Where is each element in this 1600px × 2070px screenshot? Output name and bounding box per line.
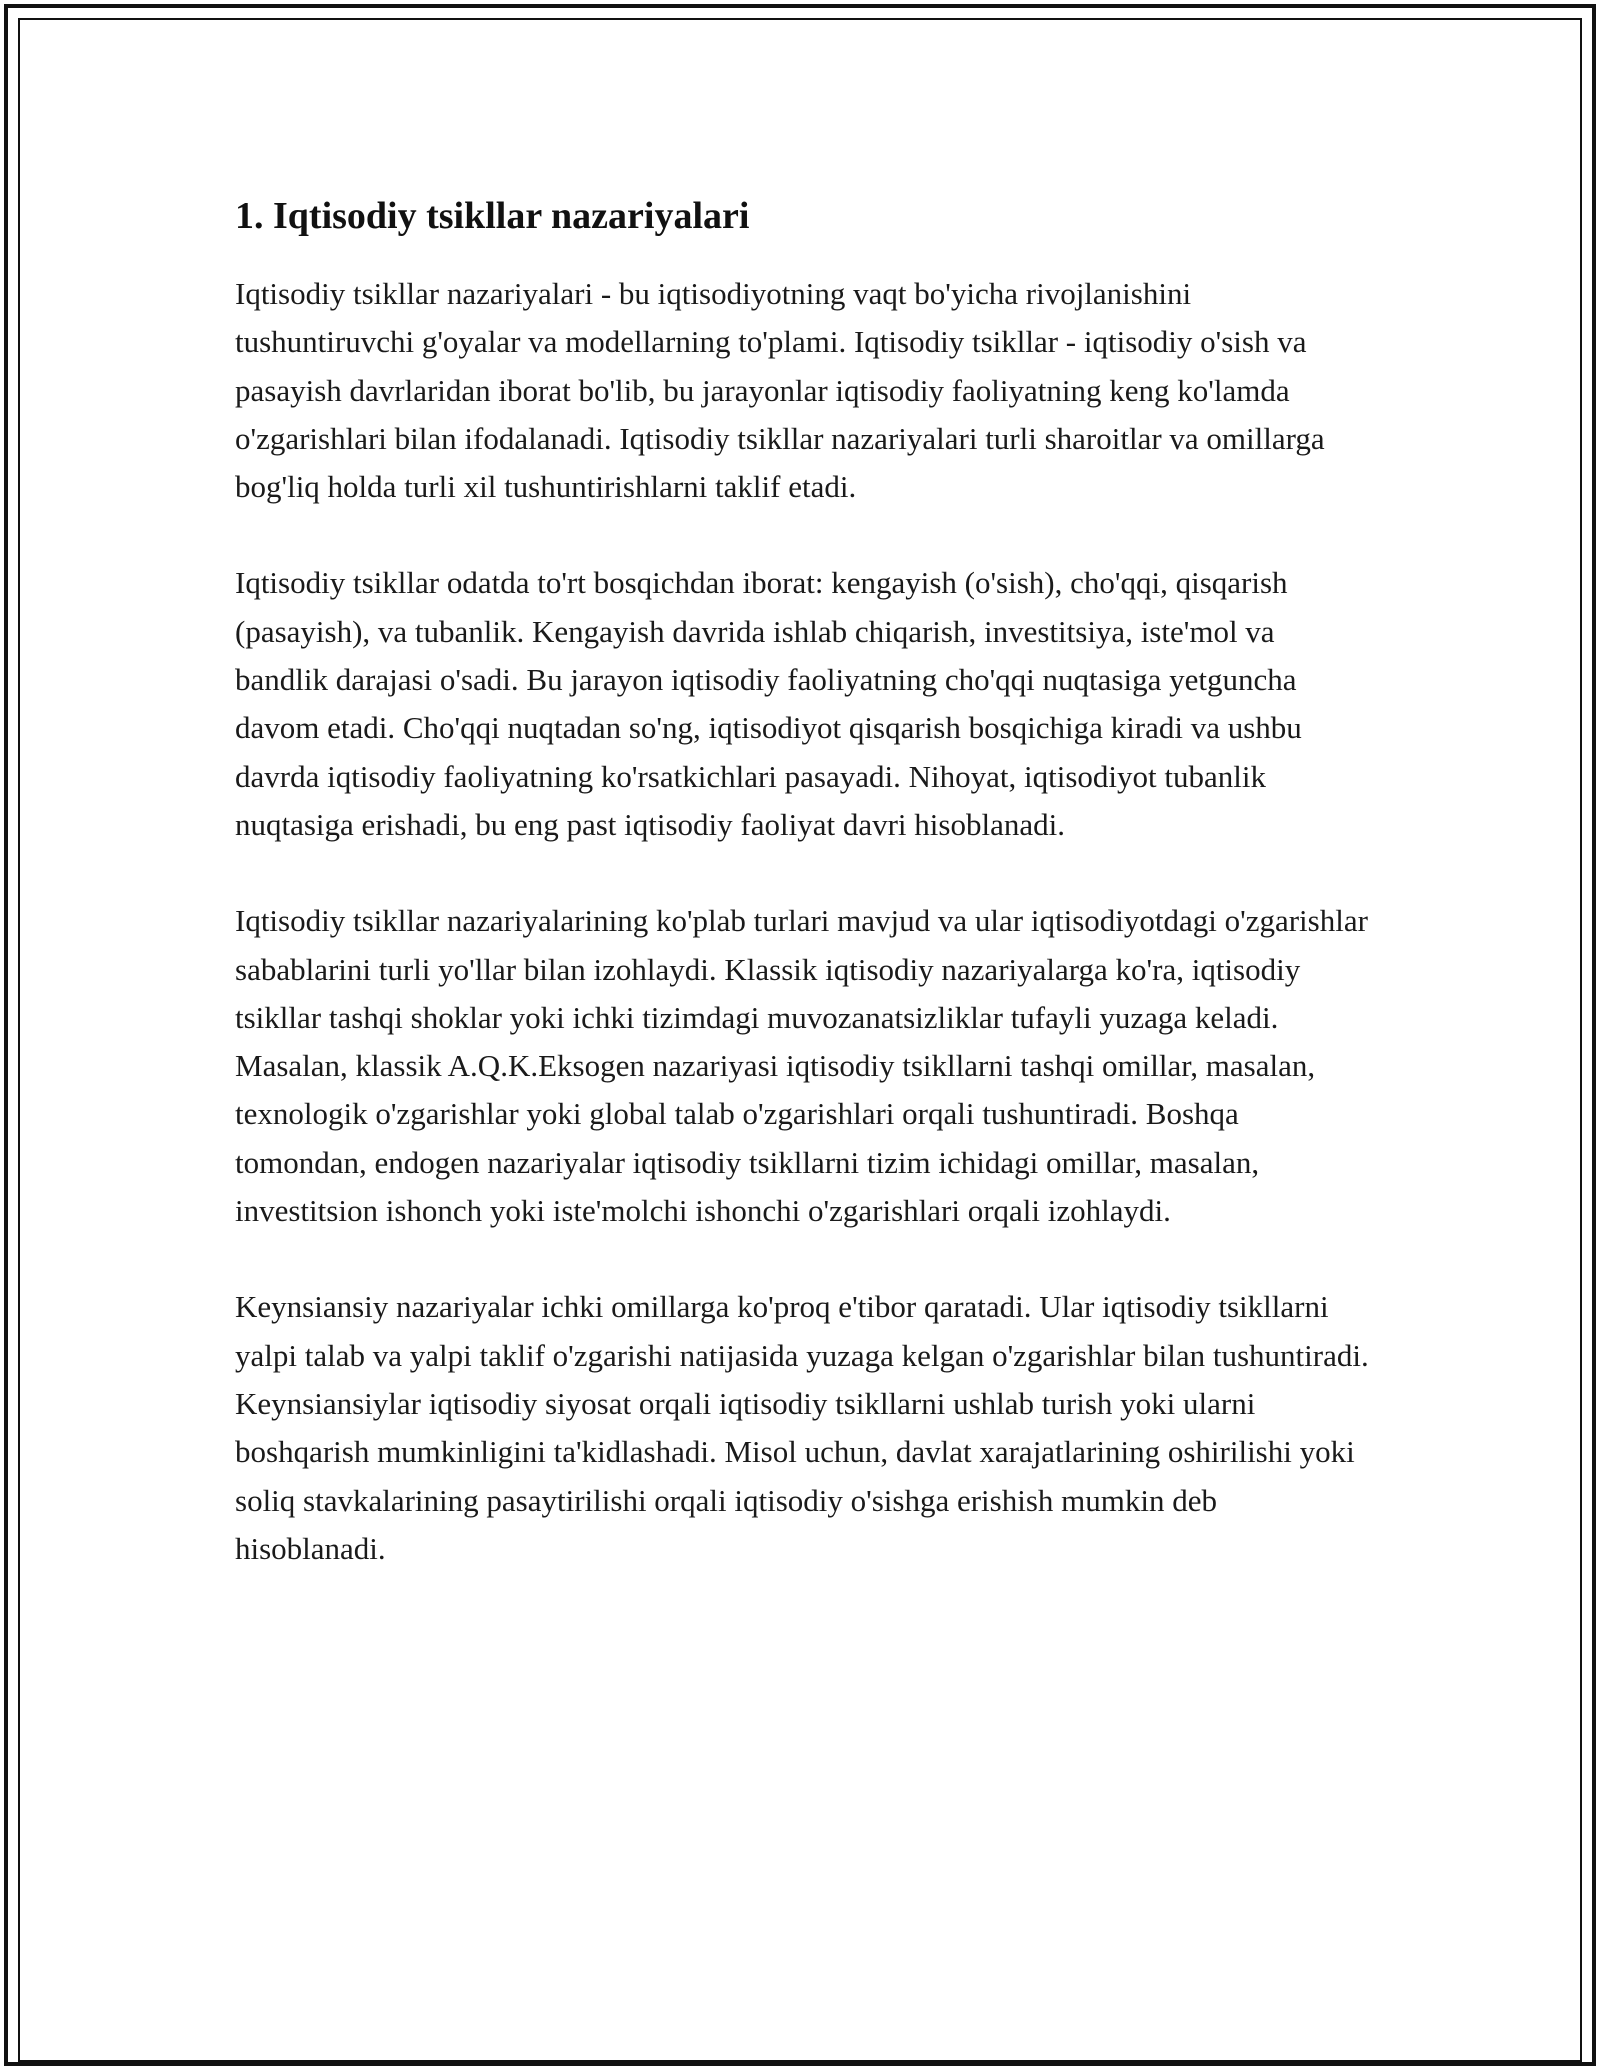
paragraph-3: Iqtisodiy tsikllar nazariyalarining ko'plab turlari mavjud va ular iqtisodiyotdagi o'zgarishlar sabablarini turli yo'llar bilan izohlaydi. Klassik iqtisodiy nazariyalarga ko'ra, iqtisodiy tsikllar tashqi shoklar yoki ichki tizimdagi muvozanatsizliklar tufayli yuzaga keladi. Masalan, klassik A.Q.K.Eksogen nazariyasi iqtisodiy tsikllarni tashqi omillar, masalan, texnologik o'zgarishlar yoki global talab o'zgarishlari orqali tushuntiradi. Boshqa tomondan, endogen nazariyalar iqtisodiy tsikllarni tizim ichidagi omillar, masalan, investitsion ishonch yoki iste'molchi ishonchi o'zgarishlari orqali izohlaydi.	[235, 903, 1368, 1229]
paragraph-2: Iqtisodiy tsikllar odatda to'rt bosqichdan iborat: kengayish (o'sish), cho'qqi, qisqarish (pasayish), va tubanlik. Kengayish davrida ishlab chiqarish, investitsiya, iste'mol va bandlik darajasi o'sadi. Bu jarayon iqtisodiy faoliyatning cho'qqi nuqtasiga yetguncha davom etadi. Cho'qqi nuqtadan so'ng, iqtisodiyot qisqarish bosqichiga kiradi va ushbu davrda iqtisodiy faoliyatning ko'rsatkichlari pasayadi. Nihoyat, iqtisodiyot tubanlik nuqtasiga erishadi, bu eng past iqtisodiy faoliyat davri hisoblanadi.	[235, 565, 1302, 842]
paragraph-1: Iqtisodiy tsikllar nazariyalari - bu iqtisodiyotning vaqt bo'yicha rivojlanishini tushuntiruvchi g'oyalar va modellarning to'plami. Iqtisodiy tsikllar - iqtisodiy o'sish va pasayish davrlaridan iborat bo'lib, bu jarayonlar iqtisodiy faoliyatning keng ko'lamda o'zgarishlari bilan ifodalanadi. Iqtisodiy tsikllar nazariyalari turli sharoitlar va omillarga bog'liq holda turli xil tushuntirishlarni taklif etadi.	[235, 276, 1325, 505]
document-body	[235, 188, 1375, 1621]
section-heading: 1. Iqtisodiy tsikllar nazariyalari	[235, 195, 750, 237]
paragraph-4: Keynsiansiy nazariyalar ichki omillarga ko'proq e'tibor qaratadi. Ular iqtisodiy tsikllarni yalpi talab va yalpi taklif o'zgarishi natijasida yuzaga kelgan o'zgarishlar bilan tushuntiradi. Keynsiansiylar iqtisodiy siyosat orqali iqtisodiy tsikllarni ushlab turish yoki ularni boshqarish mumkinligini ta'kidlashadi. Misol uchun, davlat xarajatlarining oshirilishi yoki soliq stavkalarining pasaytirilishi orqali iqtisodiy o'sishga erishish mumkin deb hisoblanadi.	[235, 1289, 1369, 1566]
